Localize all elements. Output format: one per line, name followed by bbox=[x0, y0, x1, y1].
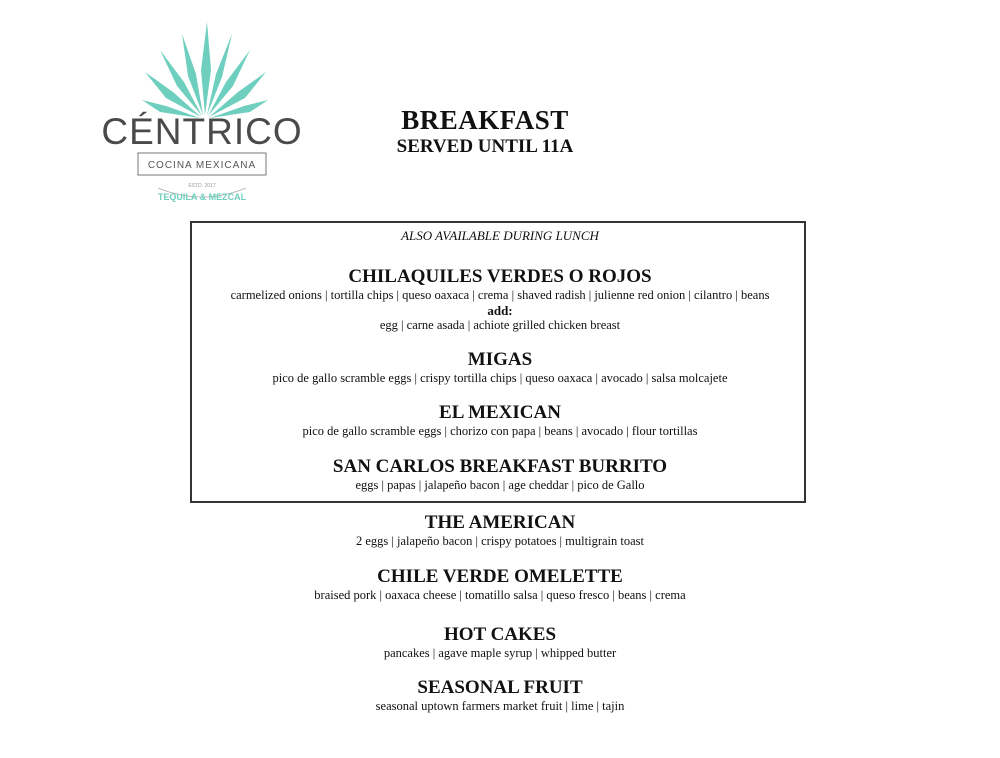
logo-wordmark: CÉNTRICO bbox=[101, 111, 303, 152]
menu-item bbox=[190, 456, 810, 493]
menu-item-name: THE AMERICAN bbox=[424, 512, 576, 533]
menu-item bbox=[190, 566, 810, 603]
menu-title: BREAKFAST bbox=[401, 105, 569, 135]
menu-item-description: pico de gallo scramble eggs | crispy tortilla chips | queso oaxaca | avocado | salsa molcajete bbox=[272, 371, 728, 385]
menu-item bbox=[190, 349, 810, 386]
menu-item bbox=[190, 266, 810, 333]
menu-item-description: eggs | papas | jalapeño bacon | age cheddar | pico de Gallo bbox=[355, 478, 645, 492]
logo-tagline: COCINA MEXICANA bbox=[147, 160, 257, 171]
menu-item-name: CHILE VERDE OMELETTE bbox=[377, 566, 623, 587]
menu-subtitle: SERVED UNTIL 11A bbox=[396, 136, 574, 157]
menu-item-name: EL MEXICAN bbox=[439, 402, 561, 423]
logo-established: ESTD. 2017 bbox=[188, 183, 216, 189]
menu-item-description: pico de gallo scramble eggs | chorizo con papa | beans | avocado | flour tortillas bbox=[302, 424, 698, 438]
menu-item-name: MIGAS bbox=[467, 349, 533, 370]
menu-item bbox=[190, 402, 810, 439]
agave-leaves-icon bbox=[142, 22, 268, 118]
add-label: add: bbox=[487, 303, 513, 318]
menu-item bbox=[190, 677, 810, 714]
restaurant-logo bbox=[100, 20, 305, 210]
menu-item-name: HOT CAKES bbox=[443, 624, 557, 645]
lunch-note: ALSO AVAILABLE DURING LUNCH bbox=[401, 228, 599, 243]
menu-item-description: seasonal uptown farmers market fruit | lime | tajin bbox=[375, 699, 625, 713]
add-options: egg | carne asada | achiote grilled chicken breast bbox=[379, 318, 621, 332]
menu-item-description: pancakes | agave maple syrup | whipped butter bbox=[383, 646, 617, 660]
menu-item-description: carmelized onions | tortilla chips | queso oaxaca | crema | shaved radish | julienne red onion | cilantro | beans bbox=[230, 288, 770, 302]
menu-item-name: SEASONAL FRUIT bbox=[417, 677, 583, 698]
menu-item-description: 2 eggs | jalapeño bacon | crispy potatoes | multigrain toast bbox=[356, 534, 644, 548]
menu-item-name: SAN CARLOS BREAKFAST BURRITO bbox=[332, 456, 668, 477]
menu-item bbox=[190, 624, 810, 661]
agave-logo-icon bbox=[100, 20, 305, 210]
menu-header bbox=[360, 104, 610, 158]
menu-item-name: CHILAQUILES VERDES O ROJOS bbox=[348, 266, 652, 287]
logo-ribbon-text: TEQUILA & MEZCAL bbox=[157, 192, 247, 202]
menu-item bbox=[190, 512, 810, 549]
menu-item-description: braised pork | oaxaca cheese | tomatillo salsa | queso fresco | beans | crema bbox=[314, 588, 686, 602]
